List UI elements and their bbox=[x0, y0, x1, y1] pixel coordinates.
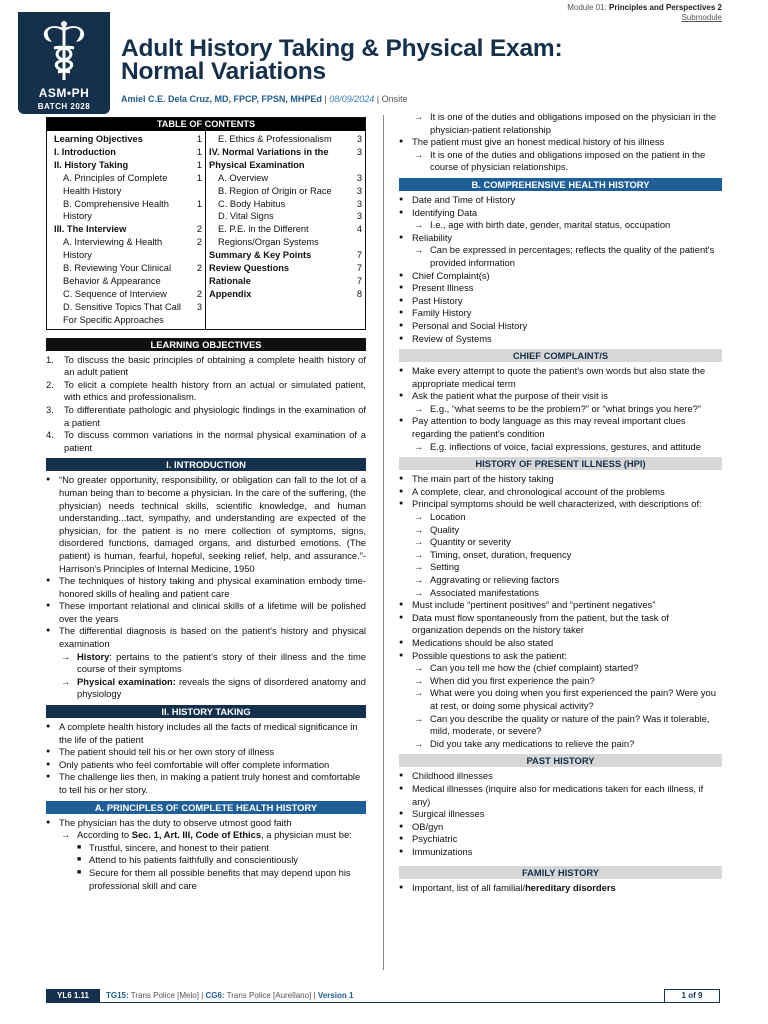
toc-entry-page: 3 bbox=[356, 172, 362, 183]
toc-entry-page: 3 bbox=[356, 211, 362, 222]
list-item-text: Possible questions to ask the patient: bbox=[412, 649, 567, 661]
cg-label: CG6: bbox=[205, 991, 225, 1000]
left-column bbox=[46, 117, 366, 892]
term: History bbox=[77, 650, 110, 662]
logo-name: ASM•PH bbox=[38, 86, 90, 100]
list-item: ● Past History bbox=[399, 295, 722, 308]
comprehensive-heading: B. COMPREHENSIVE HEALTH HISTORY bbox=[399, 178, 722, 191]
sub-item: → What were you doing when you first experienced the pain? Were you at rest, or doing some physical activity? bbox=[399, 687, 722, 712]
toc-entry-title: B. Region of Origin or Race bbox=[218, 185, 332, 196]
list-item: ● Childhood illnesses bbox=[399, 770, 722, 783]
toc-entry[interactable] bbox=[209, 288, 362, 301]
title-line-1: Adult History Taking & Physical Exam: bbox=[121, 35, 563, 62]
toc-entry-title: II. History Taking bbox=[54, 159, 129, 170]
sub-item: → Can you tell me how the (chief complaint) started? bbox=[399, 662, 722, 675]
objectives-list bbox=[46, 354, 366, 455]
toc-entry[interactable] bbox=[209, 133, 362, 146]
list-item: ● The challenge lies then, in making a patient truly honest and comfortable to tell his or her story. bbox=[46, 771, 366, 796]
sub-list bbox=[399, 403, 722, 416]
intro-quote: ● “No greater opportunity, responsibility, or obligation can fall to the lot of a human being than to become a physician. In the care of the suffering, (the physician) needs technical skills, scientific knowledge, and human understanding...tact, sympathy, and understanding are expected of the physician, for the patient is no mere collection of symptoms, signs, disordered functions, damaged organs, and disturbed emotions. (The patient) is human, fearful, hopeful, seeking relief, help, and assurance.”- Harrison's Principles of Internal Medicine, 1950 bbox=[46, 474, 366, 575]
definition: reveals the signs of disordered anatomy and physiology bbox=[77, 675, 366, 700]
intro-heading: I. INTRODUCTION bbox=[46, 458, 366, 471]
toc-entry-page: 1 bbox=[196, 146, 203, 157]
toc-entry[interactable] bbox=[209, 198, 362, 211]
toc-entry-page: 2 bbox=[196, 237, 203, 248]
toc-entry-title: D. Sensitive Topics That Call For Specific Approaches bbox=[63, 301, 181, 325]
page-number: 1 of 9 bbox=[664, 989, 720, 1003]
list-item: ● Data must flow spontaneously from the patient, but the task of organization depends on the history taker bbox=[399, 612, 722, 637]
toc-entry-title: A. Overview bbox=[218, 172, 269, 183]
toc-entry-title: Learning Objectives bbox=[54, 134, 143, 144]
family-history-heading: FAMILY HISTORY bbox=[399, 866, 722, 879]
list-item-text: The differential diagnosis is based on the patient's history and physical examination bbox=[59, 625, 366, 650]
cg-value: Trans Police [Aurellano] | bbox=[224, 991, 318, 1000]
list-item bbox=[399, 498, 722, 599]
definition: : pertains to the patient's story of their illness and the time course of their symptoms bbox=[77, 650, 366, 675]
yearlevel-tag: YL6 1.11 bbox=[46, 989, 100, 1003]
comprehensive-list bbox=[399, 194, 722, 345]
toc-entry[interactable] bbox=[209, 223, 362, 249]
objective-text: To discuss common variations in the normal physical examination of a patient bbox=[64, 429, 366, 453]
sub-item: → Aggravating or relieving factors bbox=[399, 574, 722, 587]
sub-item: → Setting bbox=[399, 561, 722, 574]
objective-text: To discuss the basic principles of obtaining a complete health history of an adult patient bbox=[64, 353, 366, 378]
toc-entry-page: 2 bbox=[196, 288, 203, 299]
objective-item bbox=[46, 379, 366, 404]
list-item: ● Family History bbox=[399, 307, 722, 320]
module-title: Principles and Perspectives 2 bbox=[609, 3, 722, 12]
toc-entry-title: C. Sequence of Interview bbox=[63, 288, 167, 299]
toc-entry[interactable] bbox=[54, 262, 202, 288]
principles-list bbox=[46, 817, 366, 893]
list-item: ● Date and Time of History bbox=[399, 194, 722, 207]
title-line-2: Normal Variations bbox=[121, 58, 326, 85]
objective-item bbox=[46, 354, 366, 379]
intro-list bbox=[46, 474, 366, 701]
sub-item: → When did you first experience the pain? bbox=[399, 675, 722, 688]
page-footer bbox=[46, 989, 720, 1003]
objective-item bbox=[46, 429, 366, 454]
list-item-text: The patient must give an honest medical history of his illness bbox=[412, 136, 665, 148]
toc-entry[interactable] bbox=[209, 262, 362, 275]
list-item bbox=[399, 415, 722, 453]
toc-entry[interactable] bbox=[209, 185, 362, 198]
list-item bbox=[46, 817, 366, 893]
lecture-date: 08/09/2024 bbox=[329, 94, 375, 104]
toc-entry[interactable] bbox=[54, 159, 202, 172]
sub-list bbox=[46, 651, 366, 701]
toc-entry-page: 1 bbox=[196, 159, 203, 170]
tg-label: TG15: bbox=[106, 991, 129, 1000]
list-item-text: Reliability bbox=[412, 231, 453, 243]
author-line: Amiel C.E. Dela Cruz, MD, FPCP, FPSN, MHPEd | 08/09/2024 | Onsite bbox=[121, 94, 408, 104]
objective-text: To differentiate pathologic and physiologic findings in the examination of a patient bbox=[64, 403, 366, 428]
toc-entry-title: A. Principles of Complete Health History bbox=[63, 172, 168, 196]
toc-entry-page: 3 bbox=[356, 146, 362, 157]
chief-complaint-heading: CHIEF COMPLAINT/S bbox=[399, 349, 722, 362]
toc-entry-title: E. Ethics & Professionalism bbox=[218, 134, 332, 144]
objective-item bbox=[46, 404, 366, 429]
toc-entry-page: 2 bbox=[196, 263, 203, 274]
sub-item: → Quality bbox=[399, 524, 722, 537]
list-item-text: The physician has the duty to observe utmost good faith bbox=[59, 816, 292, 828]
list-item: ● Medical illnesses (inquire also for medications taken for each illness, if any) bbox=[399, 783, 722, 808]
toc-entry-page: 7 bbox=[356, 275, 362, 286]
principles-heading: A. PRINCIPLES OF COMPLETE HEALTH HISTORY bbox=[46, 801, 366, 814]
list-item-text: Pay attention to body language as this may reveal important clues regarding the patient's condition bbox=[412, 415, 686, 440]
square-list bbox=[46, 842, 366, 892]
objective-number: 1. bbox=[46, 353, 54, 365]
toc-entry[interactable] bbox=[209, 172, 362, 185]
list-item bbox=[399, 136, 722, 174]
hpi-list bbox=[399, 473, 722, 750]
toc-entry-page: 3 bbox=[356, 134, 362, 144]
table-of-contents bbox=[46, 117, 366, 330]
toc-entry-title: I. Introduction bbox=[54, 146, 116, 157]
module-info bbox=[567, 3, 722, 23]
toc-entry[interactable] bbox=[209, 146, 362, 172]
toc-entry[interactable] bbox=[209, 249, 362, 262]
toc-entry[interactable] bbox=[54, 223, 202, 236]
list-item: ● Chief Complaint(s) bbox=[399, 270, 722, 283]
sub-list bbox=[399, 149, 722, 174]
toc-entry-page: 8 bbox=[356, 288, 362, 299]
sub-item: → Location bbox=[399, 511, 722, 524]
sub-sub-item: ■ Secure for them all possible benefits that may depend upon his professional skill and care bbox=[46, 867, 366, 892]
toc-left-column bbox=[47, 131, 206, 329]
toc-entry-title: B. Comprehensive Health History bbox=[63, 198, 169, 222]
toc-entry[interactable] bbox=[54, 288, 202, 301]
list-item: ● The main part of the history taking bbox=[399, 473, 722, 486]
past-history-list bbox=[399, 770, 722, 858]
history-list bbox=[46, 721, 366, 797]
sub-list bbox=[46, 829, 366, 842]
list-item bbox=[46, 625, 366, 701]
objective-text: To elicit a complete health history from an actual or simulated patient, with ethics and professionalism. bbox=[64, 378, 366, 403]
list-item: ● Immunizations bbox=[399, 846, 722, 859]
toc-entry-title: Review Questions bbox=[209, 263, 290, 274]
list-item: ● Must include “pertinent positives” and “pertinent negatives” bbox=[399, 599, 722, 612]
list-item bbox=[399, 232, 722, 270]
principles-continued-list bbox=[399, 136, 722, 174]
principles-continued bbox=[399, 111, 722, 136]
toc-entry-page: 2 bbox=[196, 224, 203, 235]
list-item-text: Principal symptoms should be well characterized, with descriptions of: bbox=[412, 498, 702, 510]
list-item: ● Review of Systems bbox=[399, 333, 722, 346]
sub-item-text: , a physician must be: bbox=[261, 829, 352, 841]
toc-entry-page: 7 bbox=[356, 250, 362, 261]
module-label: Module 01: bbox=[567, 3, 610, 12]
patient-questions bbox=[399, 662, 722, 750]
submodule-link[interactable]: Submodule bbox=[681, 13, 722, 22]
sub-item: → E.g., “what seems to be the problem?” or “what brings you here?” bbox=[399, 403, 722, 416]
list-item-text: Ask the patient what the purpose of their visit is bbox=[412, 390, 608, 402]
term: Physical examination: bbox=[77, 675, 176, 687]
toc-entry-title: E. P.E. in the Different Regions/Organ Systems bbox=[218, 224, 319, 248]
toc-right-column bbox=[206, 131, 365, 329]
sub-item bbox=[46, 651, 366, 676]
page-title bbox=[121, 37, 562, 83]
sub-item: → Can you describe the quality or nature of the pain? Was it tolerable, mild, moderate, or severe? bbox=[399, 713, 722, 738]
toc-entry-title: Summary & Key Points bbox=[209, 250, 312, 261]
hpi-heading: HISTORY OF PRESENT ILLNESS (HPI) bbox=[399, 457, 722, 470]
sub-item: → I.e., age with birth date, gender, marital status, occupation bbox=[399, 219, 722, 232]
list-item: ● The patient should tell his or her own story of illness bbox=[46, 746, 366, 759]
toc-entry-page: 3 bbox=[196, 301, 203, 312]
sub-list bbox=[399, 244, 722, 269]
list-item: ● Medications should be also stated bbox=[399, 637, 722, 650]
version-label: Version 1 bbox=[317, 991, 354, 1000]
list-item bbox=[399, 207, 722, 232]
batch-logo bbox=[18, 12, 110, 114]
toc-entry-title: Appendix bbox=[209, 288, 252, 299]
caduceus-icon bbox=[32, 18, 96, 84]
toc-entry[interactable] bbox=[54, 133, 202, 146]
sub-item: → It is one of the duties and obligations imposed on the physician in the physician-patient relationship bbox=[399, 111, 722, 136]
sub-item: → E.g. inflections of voice, facial expressions, gestures, and attitude bbox=[399, 441, 722, 454]
sub-item: → Did you take any medications to relieve the pain? bbox=[399, 738, 722, 751]
sub-item: → Can be expressed in percentages; reflects the quality of the patient's provided information bbox=[399, 244, 722, 269]
list-item-emphasis: hereditary disorders bbox=[525, 882, 616, 894]
sub-sub-item: ■ Trustful, sincere, and honest to their patient bbox=[46, 842, 366, 855]
symptom-characteristics bbox=[399, 511, 722, 599]
list-item: ● These important relational and clinical skills of a lifetime will be polished over the years bbox=[46, 600, 366, 625]
footer-credits bbox=[106, 989, 353, 1003]
column-divider bbox=[383, 115, 384, 970]
toc-entry-title: IV. Normal Variations in the Physical Examination bbox=[209, 146, 329, 170]
sub-item: → Associated manifestations bbox=[399, 587, 722, 600]
sub-list bbox=[399, 219, 722, 232]
toc-entry-title: D. Vital Signs bbox=[218, 211, 274, 222]
objective-number: 2. bbox=[46, 378, 54, 390]
list-item bbox=[399, 390, 722, 415]
code-of-ethics-ref: Sec. 1, Art. III, Code of Ethics bbox=[131, 829, 262, 841]
sub-sub-item: ■ Attend to his patients faithfully and conscientiously bbox=[46, 854, 366, 867]
tg-value: Trans Police [Melo] | bbox=[128, 991, 206, 1000]
toc-entry-title: III. The Interview bbox=[54, 224, 127, 235]
toc-entry-page: 4 bbox=[356, 224, 362, 235]
list-item: ● Only patients who feel comfortable will offer complete information bbox=[46, 759, 366, 772]
toc-entry-title: B. Reviewing Your Clinical Behavior & Appearance bbox=[63, 263, 172, 286]
list-item: ● Psychiatric bbox=[399, 833, 722, 846]
author-name: Amiel C.E. Dela Cruz, MD, FPCP, FPSN, MHPEd bbox=[121, 94, 322, 104]
toc-entry[interactable] bbox=[54, 236, 202, 262]
sub-item-text: According to bbox=[77, 829, 132, 841]
toc-entry[interactable] bbox=[54, 301, 202, 327]
list-item: ● Make every attempt to quote the patient's own words but also state the appropriate medical term bbox=[399, 365, 722, 390]
chief-complaint-list bbox=[399, 365, 722, 453]
toc-entry-page: 3 bbox=[356, 185, 362, 196]
past-history-heading: PAST HISTORY bbox=[399, 754, 722, 767]
toc-entry-title: A. Interviewing & Health History bbox=[63, 237, 163, 261]
logo-batch: BATCH 2028 bbox=[37, 102, 91, 111]
toc-entry-page: 3 bbox=[356, 198, 362, 209]
toc-entry[interactable] bbox=[54, 198, 202, 224]
toc-entry[interactable] bbox=[54, 172, 202, 198]
list-item bbox=[399, 650, 722, 751]
family-history-list bbox=[399, 882, 722, 895]
toc-entry-page: 1 bbox=[196, 134, 203, 144]
toc-entry[interactable] bbox=[209, 210, 362, 223]
right-column bbox=[399, 111, 722, 895]
objectives-heading: LEARNING OBJECTIVES bbox=[46, 338, 366, 351]
list-item: ● OB/gyn bbox=[399, 821, 722, 834]
sub-item bbox=[46, 829, 366, 842]
sub-item: → It is one of the duties and obligations imposed on the patient in the course of physician relationships. bbox=[399, 149, 722, 174]
list-item: ● The techniques of history taking and physical examination embody time-honored skills of healing and patient care bbox=[46, 575, 366, 600]
objective-number: 3. bbox=[46, 403, 54, 415]
toc-entry-page: 7 bbox=[356, 263, 362, 274]
list-item: ● A complete, clear, and chronological account of the problems bbox=[399, 486, 722, 499]
history-heading: II. HISTORY TAKING bbox=[46, 705, 366, 718]
list-item-text: Identifying Data bbox=[412, 206, 478, 218]
list-item: ● A complete health history includes all the facts of medical significance in the life of the patient bbox=[46, 721, 366, 746]
list-item-text: Important, list of all familial/ bbox=[412, 882, 526, 894]
toc-entry[interactable] bbox=[54, 146, 202, 159]
objective-number: 4. bbox=[46, 429, 54, 441]
sub-list bbox=[399, 441, 722, 454]
sub-item bbox=[46, 676, 366, 701]
list-item: ● Personal and Social History bbox=[399, 320, 722, 333]
toc-entry-title: C. Body Habitus bbox=[218, 198, 286, 209]
sub-item: → Quantity or severity bbox=[399, 536, 722, 549]
list-item: ● Present Illness bbox=[399, 282, 722, 295]
lecture-mode: Onsite bbox=[381, 94, 408, 104]
toc-entry[interactable] bbox=[209, 275, 362, 288]
toc-heading: TABLE OF CONTENTS bbox=[47, 118, 365, 131]
toc-entry-title: Rationale bbox=[209, 275, 251, 286]
list-item: ● Surgical illnesses bbox=[399, 808, 722, 821]
list-item bbox=[399, 882, 722, 895]
toc-entry-page: 1 bbox=[196, 198, 203, 209]
sub-item: → Timing, onset, duration, frequency bbox=[399, 549, 722, 562]
toc-entry-page: 1 bbox=[196, 172, 203, 183]
